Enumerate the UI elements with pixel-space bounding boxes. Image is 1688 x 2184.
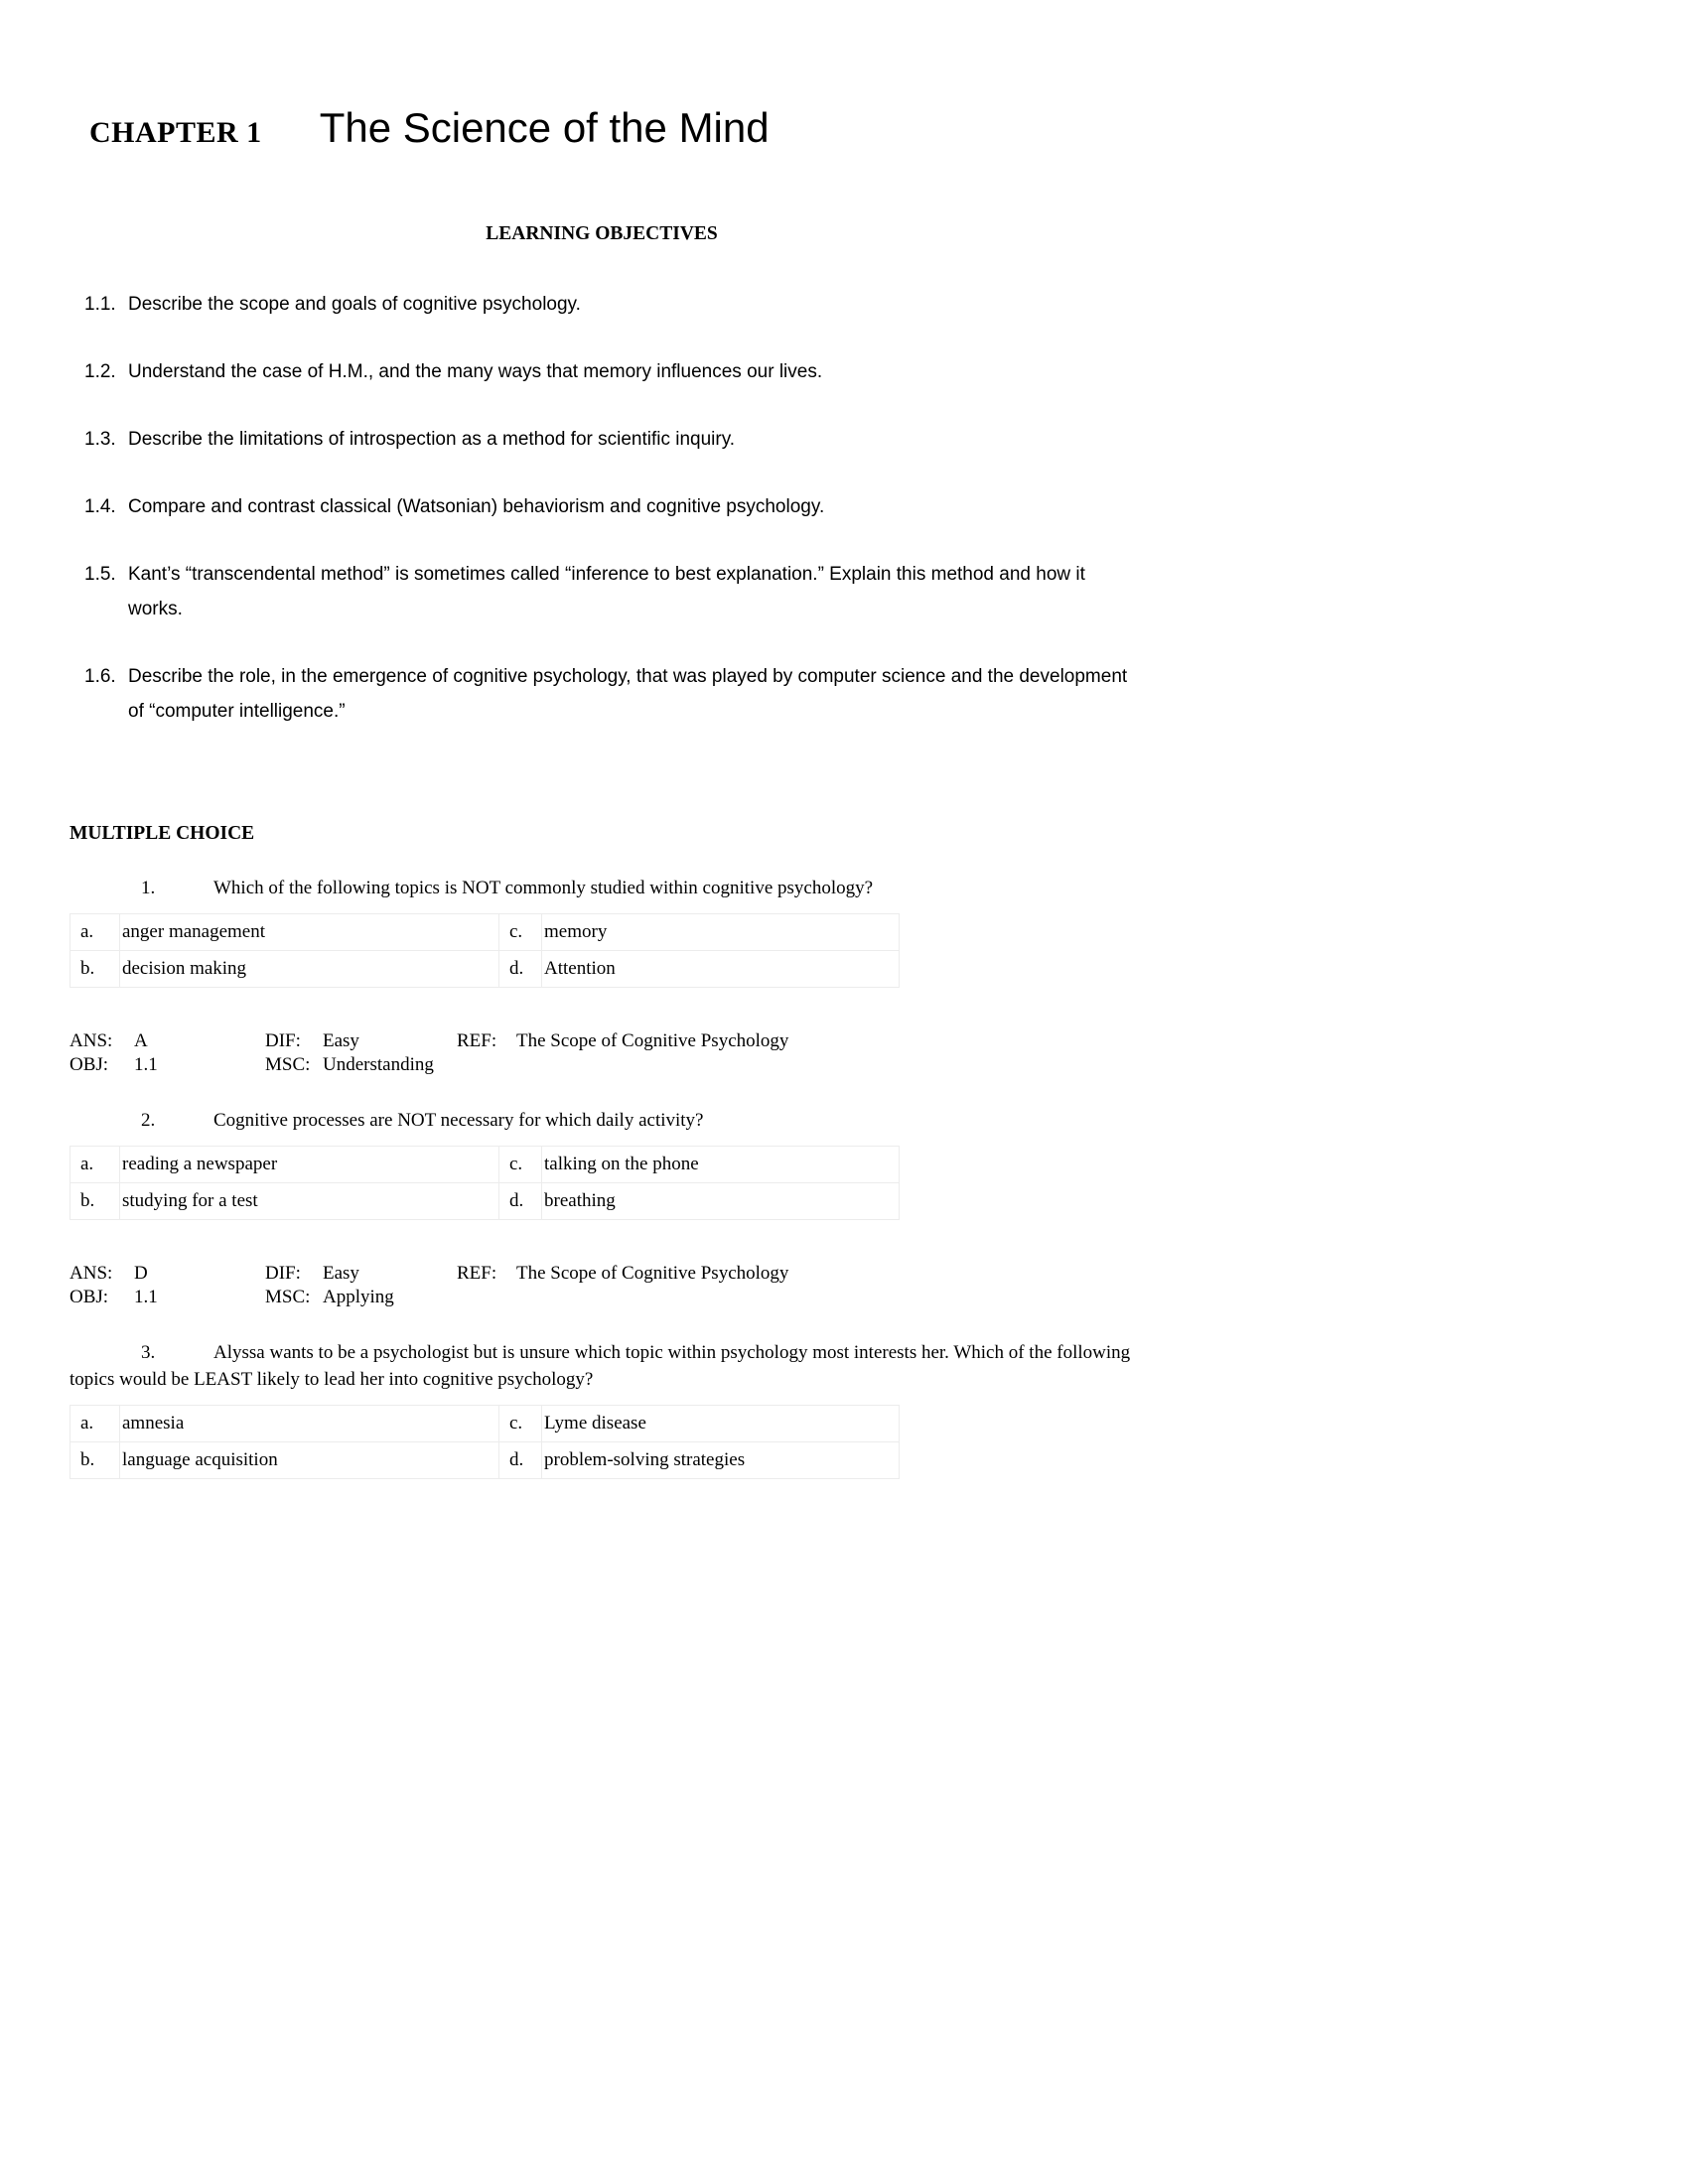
option-text: problem-solving strategies xyxy=(542,1442,900,1479)
option-letter: c. xyxy=(499,1406,542,1442)
question-stem xyxy=(70,1339,1134,1393)
chapter-heading xyxy=(89,104,1134,152)
obj-value: 1.1 xyxy=(134,1054,158,1075)
objective-row xyxy=(70,1053,1134,1077)
ref-value: The Scope of Cognitive Psychology xyxy=(516,1263,789,1284)
answer-row xyxy=(70,1262,1134,1286)
option-text: amnesia xyxy=(120,1406,499,1442)
objective-item xyxy=(84,354,1134,389)
option-text: reading a newspaper xyxy=(120,1147,499,1183)
question-stem xyxy=(70,875,1134,901)
option-letter: d. xyxy=(499,1183,542,1220)
option-letter: b. xyxy=(70,951,120,988)
obj-value: 1.1 xyxy=(134,1287,158,1307)
objective-text: Kant’s “transcendental method” is sometimes called “inference to best explanation.” Explain this method and how it works. xyxy=(128,564,1085,619)
obj-label: OBJ: xyxy=(70,1287,109,1307)
objective-text: Describe the scope and goals of cognitive psychology. xyxy=(128,294,581,315)
option-text: breathing xyxy=(542,1183,900,1220)
msc-value: Applying xyxy=(323,1287,394,1307)
question-text: Cognitive processes are NOT necessary for which daily activity? xyxy=(213,1110,704,1131)
option-row xyxy=(70,1442,900,1479)
obj-label: OBJ: xyxy=(70,1054,109,1075)
question-text: Alyssa wants to be a psychologist but is unsure which topic within psychology most interests her. Which of the following topics would be LEAST likely to lead her into cognitive psychology? xyxy=(70,1342,1131,1390)
dif-value: Easy xyxy=(323,1263,359,1284)
dif-label: DIF: xyxy=(265,1030,301,1051)
objective-number: 1.4. xyxy=(84,496,116,517)
option-text: studying for a test xyxy=(120,1183,499,1220)
option-text: Attention xyxy=(542,951,900,988)
question-block-2 xyxy=(70,1107,1134,1309)
answer-row xyxy=(70,1029,1134,1053)
question-number: 1. xyxy=(141,878,156,898)
option-letter: d. xyxy=(499,951,542,988)
option-text: Lyme disease xyxy=(542,1406,900,1442)
option-letter: a. xyxy=(70,914,120,951)
objective-item xyxy=(84,287,1134,322)
option-row xyxy=(70,914,900,951)
option-text: decision making xyxy=(120,951,499,988)
option-row xyxy=(70,1147,900,1183)
option-text: language acquisition xyxy=(120,1442,499,1479)
objective-item xyxy=(84,557,1134,626)
page-title: The Science of the Mind xyxy=(319,104,770,151)
option-text: memory xyxy=(542,914,900,951)
learning-objectives-heading: LEARNING OBJECTIVES xyxy=(486,223,718,244)
option-text: anger management xyxy=(120,914,499,951)
question-block-1 xyxy=(70,875,1134,1077)
question-block-3 xyxy=(70,1339,1134,1479)
option-row xyxy=(70,951,900,988)
question-number: 2. xyxy=(141,1110,156,1131)
option-letter: b. xyxy=(70,1442,120,1479)
ans-label: ANS: xyxy=(70,1030,113,1051)
chapter-label: CHAPTER 1 xyxy=(89,116,262,149)
msc-label: MSC: xyxy=(265,1287,311,1307)
objective-text: Describe the limitations of introspection as a method for scientific inquiry. xyxy=(128,429,736,450)
dif-value: Easy xyxy=(323,1030,359,1051)
option-row xyxy=(70,1406,900,1442)
dif-label: DIF: xyxy=(265,1263,301,1284)
option-letter: c. xyxy=(499,1147,542,1183)
answer-block xyxy=(70,1029,1134,1077)
answer-block xyxy=(70,1262,1134,1309)
option-text: talking on the phone xyxy=(542,1147,900,1183)
option-letter: c. xyxy=(499,914,542,951)
option-letter: b. xyxy=(70,1183,120,1220)
objective-number: 1.3. xyxy=(84,429,116,450)
objective-number: 1.5. xyxy=(84,564,116,585)
objective-text: Describe the role, in the emergence of cognitive psychology, that was played by computer science and the development of “computer intelligence.” xyxy=(128,666,1128,722)
options-table xyxy=(70,913,900,988)
options-table xyxy=(70,1146,900,1220)
option-row xyxy=(70,1183,900,1220)
option-letter: a. xyxy=(70,1147,120,1183)
objective-item xyxy=(84,422,1134,457)
learning-objectives-list xyxy=(70,287,1134,729)
objective-number: 1.2. xyxy=(84,361,116,382)
option-letter: d. xyxy=(499,1442,542,1479)
option-letter: a. xyxy=(70,1406,120,1442)
question-stem xyxy=(70,1107,1134,1134)
objective-row xyxy=(70,1286,1134,1309)
ans-value: A xyxy=(134,1030,148,1051)
ref-label: REF: xyxy=(457,1263,497,1284)
question-text: Which of the following topics is NOT commonly studied within cognitive psychology? xyxy=(213,878,874,898)
objective-item xyxy=(84,489,1134,524)
ref-label: REF: xyxy=(457,1030,497,1051)
ans-value: D xyxy=(134,1263,148,1284)
msc-value: Understanding xyxy=(323,1054,434,1075)
question-number: 3. xyxy=(141,1342,156,1363)
objective-number: 1.6. xyxy=(84,666,116,687)
objective-item xyxy=(84,659,1134,729)
objective-text: Understand the case of H.M., and the many ways that memory influences our lives. xyxy=(128,361,823,382)
ans-label: ANS: xyxy=(70,1263,113,1284)
multiple-choice-heading: MULTIPLE CHOICE xyxy=(70,823,255,844)
objective-number: 1.1. xyxy=(84,294,116,315)
ref-value: The Scope of Cognitive Psychology xyxy=(516,1030,789,1051)
objective-text: Compare and contrast classical (Watsonian) behaviorism and cognitive psychology. xyxy=(128,496,825,517)
options-table xyxy=(70,1405,900,1479)
msc-label: MSC: xyxy=(265,1054,311,1075)
